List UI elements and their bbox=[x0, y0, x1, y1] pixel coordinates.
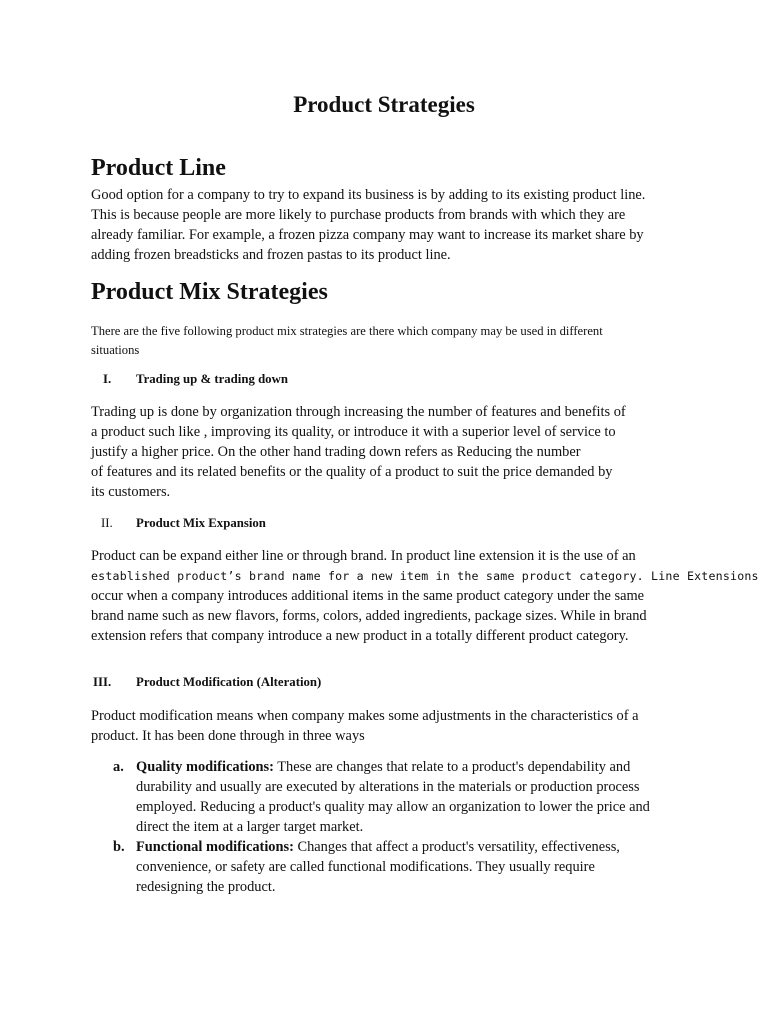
list-item-label: Functional modifications: bbox=[136, 839, 294, 855]
text-line: occur when a company introduces additional items in the same product category under the same bbox=[91, 588, 645, 604]
section-number: I. bbox=[103, 372, 112, 386]
product-line-heading: Product Line bbox=[91, 155, 226, 181]
section-title: Product Modification (Alteration) bbox=[136, 675, 322, 689]
text-line: convenience, or safety are called functional modifications. They usually require bbox=[136, 859, 595, 875]
section-number: II. bbox=[101, 516, 113, 530]
text-line: adding frozen breadsticks and frozen pastas to its product line. bbox=[91, 247, 451, 263]
section-2-paragraph bbox=[91, 546, 759, 646]
text-line: Changes that affect a product's versatility, effectiveness, bbox=[293, 839, 620, 855]
text-line: employed. Reducing a product's quality may allow an organization to lower the price and bbox=[136, 799, 650, 815]
text-line: redesigning the product. bbox=[136, 879, 276, 895]
text-line: Product can be expand either line or through brand. In product line extension it is the use of an bbox=[91, 548, 636, 564]
section-number: III. bbox=[93, 675, 112, 689]
text-line: product. It has been done through in three ways bbox=[91, 728, 365, 744]
text-line: of features and its related benefits or the quality of a product to suit the price demanded by bbox=[91, 464, 613, 480]
section-1-paragraph bbox=[91, 402, 691, 502]
list-item-label: Quality modifications: bbox=[136, 759, 274, 775]
text-line: Product modification means when company makes some adjustments in the characteristics of a bbox=[91, 708, 639, 724]
list-marker: a. bbox=[113, 759, 124, 775]
product-mix-heading: Product Mix Strategies bbox=[91, 279, 328, 305]
text-line: brand name such as new flavors, forms, colors, added ingredients, package sizes. While in brand bbox=[91, 608, 647, 624]
text-line: Good option for a company to try to expand its business is by adding to its existing product line. bbox=[91, 187, 646, 203]
text-line: This is because people are more likely to purchase products from brands with which they are bbox=[91, 207, 626, 223]
text-line: There are the five following product mix strategies are there which company may be used in different bbox=[91, 324, 603, 338]
text-line: Trading up is done by organization through increasing the number of features and benefits of bbox=[91, 404, 626, 420]
section-3-paragraph bbox=[91, 706, 691, 746]
text-line: durability and usually are executed by alterations in the materials or production process bbox=[136, 779, 640, 795]
list-marker: b. bbox=[113, 839, 125, 855]
product-line-paragraph bbox=[91, 185, 691, 265]
text-line: a product such like , improving its quality, or introduce it with a superior level of service to bbox=[91, 424, 616, 440]
text-line: its customers. bbox=[91, 484, 171, 500]
text-line: extension refers that company introduce a new product in a totally different product category. bbox=[91, 628, 629, 644]
text-line: justify a higher price. On the other hand trading down refers as Reducing the number bbox=[91, 444, 581, 460]
text-line: direct the item at a larger target market. bbox=[136, 819, 364, 835]
product-mix-intro bbox=[91, 322, 691, 360]
text-line: already familiar. For example, a frozen pizza company may want to increase its market share by bbox=[91, 227, 644, 243]
section-title: Trading up & trading down bbox=[136, 372, 288, 386]
text-line: established product’s brand name for a new item in the same product category. Line Extensions bbox=[91, 569, 759, 583]
section-title: Product Mix Expansion bbox=[136, 516, 266, 530]
text-line: situations bbox=[91, 343, 140, 357]
document-title: Product Strategies bbox=[293, 92, 475, 117]
text-line: These are changes that relate to a product's dependability and bbox=[273, 759, 631, 775]
